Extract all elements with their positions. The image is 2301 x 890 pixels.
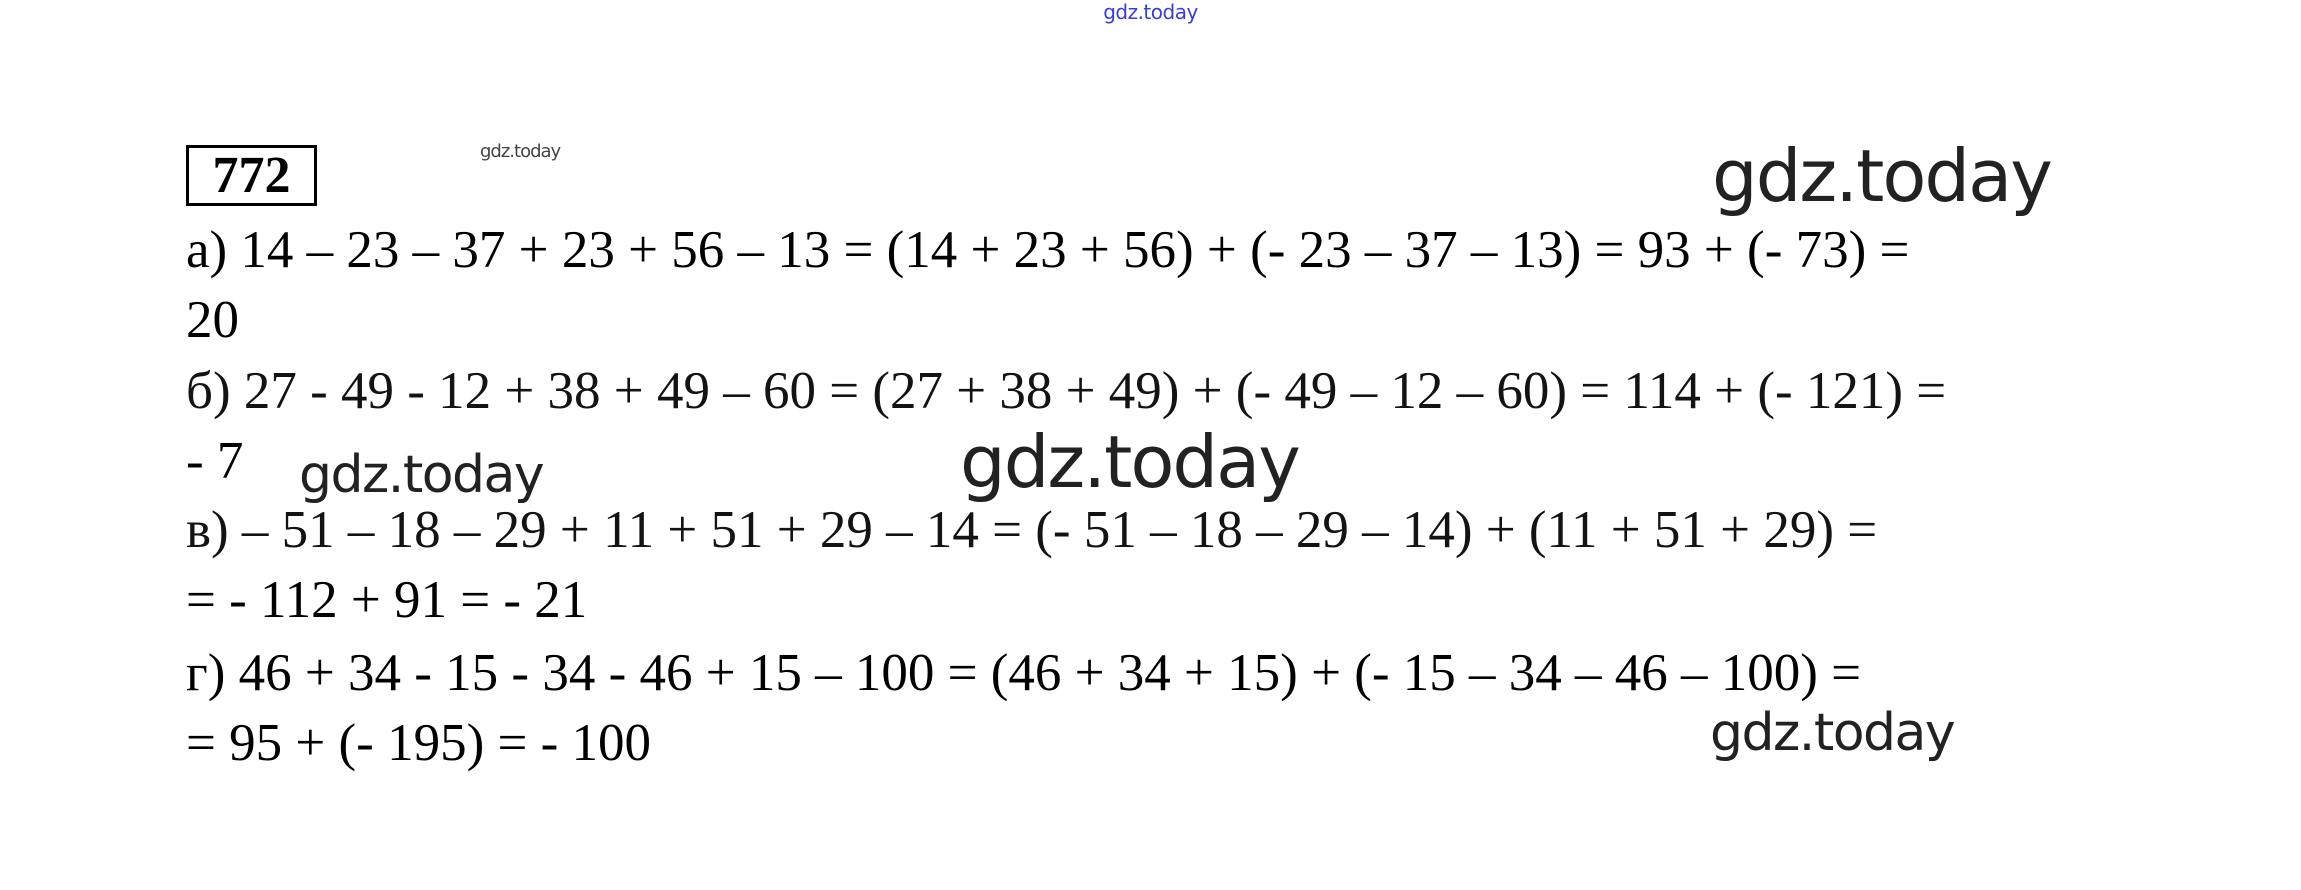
solution-line-a-result: 20 [186, 291, 239, 349]
solution-line-v: в) – 51 – 18 – 29 + 11 + 51 + 29 – 14 = (- 51 – 18 – 29 – 14) + (11 + 51 + 29) = [186, 501, 1878, 559]
solution-line-b-result: - 7 [186, 432, 244, 490]
watermark-bottom-right: gdz.today [1710, 703, 1955, 763]
solution-line-v-result: = - 112 + 91 = - 21 [186, 571, 588, 629]
solution-line-g: г) 46 + 34 - 15 - 34 - 46 + 15 – 100 = (46 + 34 + 15) + (- 15 – 34 – 46 – 100) = [186, 644, 1862, 702]
watermark-large-center: gdz.today [960, 420, 1299, 504]
watermark-large-top-right: gdz.today [1712, 134, 2051, 218]
solution-line-b: б) 27 - 49 - 12 + 38 + 49 – 60 = (27 + 38 + 49) + (- 49 – 12 – 60) = 114 + (- 121) = [186, 362, 1947, 420]
watermark-small: gdz.today [480, 141, 561, 162]
watermark-top: gdz.today [1103, 0, 1198, 24]
watermark-mid-left: gdz.today [299, 445, 544, 505]
problem-number-box: 772 [186, 145, 317, 206]
solution-line-a: а) 14 – 23 – 37 + 23 + 56 – 13 = (14 + 23 + 56) + (- 23 – 37 – 13) = 93 + (- 73) = [186, 221, 1910, 279]
solution-line-g-result: = 95 + (- 195) = - 100 [186, 714, 652, 772]
